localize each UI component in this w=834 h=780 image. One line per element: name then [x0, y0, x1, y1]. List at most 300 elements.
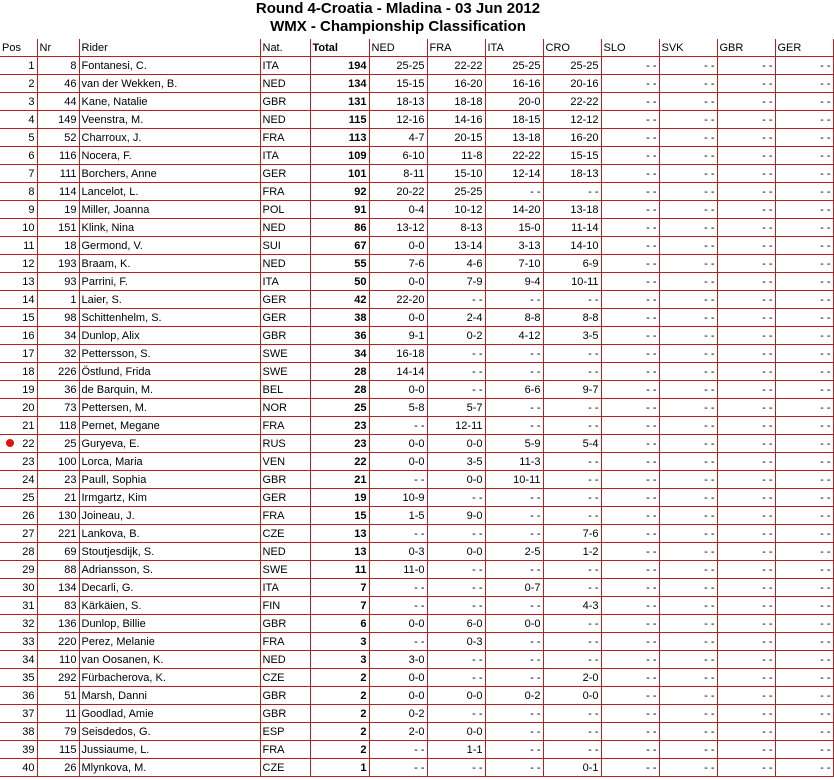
- total-cell-text: 134: [348, 77, 367, 90]
- page-title: Round 4-Croatia - Mladina - 03 Jun 2012: [255, 0, 541, 17]
- nat-cell-text: GBR: [262, 329, 287, 342]
- nat-cell: [260, 273, 310, 291]
- pos-cell: [0, 525, 37, 543]
- classification-table: [0, 39, 834, 777]
- nr-cell-text: 21: [64, 491, 77, 504]
- round-result-cell-text: - -: [704, 707, 715, 720]
- round-result-cell: [543, 165, 601, 183]
- round-result-cell-text: - -: [704, 383, 715, 396]
- round-result-cell-text: 15-15: [396, 77, 425, 90]
- total-cell: [310, 471, 369, 489]
- rider-cell: [79, 741, 260, 759]
- round-result-cell-text: - -: [646, 761, 657, 774]
- round-result-cell: [659, 435, 717, 453]
- round-result-cell-text: 12-14: [512, 167, 541, 180]
- round-result-cell: [659, 525, 717, 543]
- round-result-cell: [601, 381, 659, 399]
- round-result-cell-text: 1-5: [408, 509, 425, 522]
- round-result-cell-text: 2-4: [466, 311, 483, 324]
- pos-cell: [0, 201, 37, 219]
- nr-cell: [37, 435, 79, 453]
- round-result-cell: [601, 399, 659, 417]
- round-result-cell-text: - -: [646, 653, 657, 666]
- round-result-cell: [601, 471, 659, 489]
- rider-cell: [79, 381, 260, 399]
- table-row: [0, 363, 833, 381]
- round-result-cell-text: 10-11: [513, 473, 541, 486]
- rider-cell-text: Pettersson, S.: [81, 347, 151, 360]
- round-result-cell: [485, 291, 543, 309]
- round-result-cell: [485, 237, 543, 255]
- round-result-cell: [775, 741, 833, 759]
- pos-cell: [0, 57, 37, 75]
- table-row: [0, 75, 833, 93]
- round-result-cell-text: - -: [704, 617, 715, 630]
- total-cell-text: 67: [354, 239, 367, 252]
- round-result-cell: [427, 615, 485, 633]
- round-result-cell: [601, 687, 659, 705]
- round-result-cell-text: - -: [704, 509, 715, 522]
- nr-cell-text: 130: [58, 509, 77, 522]
- round-result-cell-text: - -: [646, 113, 657, 126]
- round-result-cell-text: - -: [646, 437, 657, 450]
- round-result-cell-text: - -: [704, 131, 715, 144]
- round-result-cell: [717, 147, 775, 165]
- round-result-cell-text: - -: [820, 95, 831, 108]
- round-result-cell-text: 8-8: [524, 311, 541, 324]
- nat-cell: [260, 57, 310, 75]
- round-result-cell: [775, 165, 833, 183]
- round-result-cell-text: 9-1: [408, 329, 425, 342]
- nr-cell: [37, 669, 79, 687]
- header-row: [0, 39, 833, 57]
- round-result-cell-text: 7-10: [518, 257, 541, 270]
- round-result-cell-text: 20-15: [454, 131, 483, 144]
- round-result-cell-text: - -: [704, 95, 715, 108]
- round-result-cell-text: - -: [704, 239, 715, 252]
- round-result-cell: [717, 615, 775, 633]
- table-row: [0, 705, 833, 723]
- nr-cell-text: 1: [70, 293, 77, 306]
- round-result-cell-text: 5-8: [408, 401, 425, 414]
- round-result-cell-text: - -: [762, 131, 773, 144]
- round-result-cell: [601, 597, 659, 615]
- round-result-cell: [485, 579, 543, 597]
- round-result-cell-text: - -: [646, 149, 657, 162]
- round-result-cell-text: - -: [820, 239, 831, 252]
- round-result-cell-text: - -: [820, 707, 831, 720]
- round-result-cell: [485, 309, 543, 327]
- round-result-cell: [659, 651, 717, 669]
- round-result-cell: [717, 57, 775, 75]
- nat-cell: [260, 255, 310, 273]
- total-cell: [310, 111, 369, 129]
- pos-cell: [0, 129, 37, 147]
- pos-cell: [0, 687, 37, 705]
- round-result-cell: [659, 255, 717, 273]
- rider-cell: [79, 111, 260, 129]
- total-cell: [310, 525, 369, 543]
- round-result-cell: [543, 93, 601, 111]
- round-result-cell: [369, 705, 427, 723]
- pos-cell: [0, 669, 37, 687]
- rider-cell: [79, 327, 260, 345]
- round-result-cell: [369, 75, 427, 93]
- round-result-cell: [369, 615, 427, 633]
- round-result-cell: [485, 435, 543, 453]
- round-result-cell: [659, 543, 717, 561]
- table-row: [0, 255, 833, 273]
- pos-cell-text: 13: [22, 275, 35, 288]
- round-result-cell: [485, 57, 543, 75]
- round-result-cell: [485, 399, 543, 417]
- round-result-cell: [775, 435, 833, 453]
- pos-cell: [0, 741, 37, 759]
- round-result-cell-text: - -: [530, 653, 541, 666]
- round-result-cell-text: 4-3: [582, 599, 599, 612]
- round-result-cell: [485, 363, 543, 381]
- round-result-cell-text: 8-11: [403, 167, 425, 180]
- round-result-cell-text: - -: [762, 509, 773, 522]
- table-row: [0, 723, 833, 741]
- rider-cell: [79, 129, 260, 147]
- round-result-cell: [485, 633, 543, 651]
- nr-cell-text: 83: [64, 599, 77, 612]
- pos-cell-text: 4: [28, 113, 35, 126]
- round-result-cell: [717, 543, 775, 561]
- pos-cell-text: 27: [22, 527, 35, 540]
- round-result-cell-text: - -: [646, 743, 657, 756]
- header-pos: Pos: [0, 39, 37, 57]
- total-cell-text: 28: [354, 383, 367, 396]
- round-result-cell: [775, 759, 833, 777]
- table-row: [0, 633, 833, 651]
- round-result-cell-text: - -: [820, 653, 831, 666]
- round-result-cell: [543, 399, 601, 417]
- round-result-cell-text: 13-18: [512, 131, 541, 144]
- round-result-cell: [775, 579, 833, 597]
- round-result-cell: [485, 111, 543, 129]
- round-result-cell: [775, 129, 833, 147]
- round-result-cell: [659, 57, 717, 75]
- round-result-cell: [543, 345, 601, 363]
- table-row: [0, 237, 833, 255]
- round-result-cell: [775, 723, 833, 741]
- round-result-cell-text: - -: [646, 545, 657, 558]
- round-result-cell: [427, 75, 485, 93]
- round-result-cell-text: 16-18: [396, 347, 425, 360]
- pos-cell-text: 18: [22, 365, 35, 378]
- round-result-cell: [369, 255, 427, 273]
- rider-cell-text: Mlynkova, M.: [81, 761, 147, 774]
- round-result-cell: [427, 741, 485, 759]
- pos-cell-text: 7: [28, 167, 35, 180]
- round-result-cell-text: - -: [530, 599, 541, 612]
- nr-cell: [37, 381, 79, 399]
- round-result-cell-text: - -: [530, 347, 541, 360]
- nat-cell: [260, 309, 310, 327]
- pos-cell: [0, 273, 37, 291]
- round-result-cell: [485, 741, 543, 759]
- round-result-cell: [485, 129, 543, 147]
- total-cell: [310, 237, 369, 255]
- nat-cell-text: NED: [262, 113, 286, 126]
- round-result-cell-text: - -: [704, 221, 715, 234]
- nat-cell: [260, 579, 310, 597]
- total-cell-text: 34: [354, 347, 367, 360]
- round-result-cell-text: 0-3: [466, 635, 483, 648]
- round-result-cell: [427, 525, 485, 543]
- total-cell: [310, 597, 369, 615]
- round-result-cell: [485, 597, 543, 615]
- round-result-cell: [485, 489, 543, 507]
- round-result-cell-text: 4-7: [408, 131, 425, 144]
- round-result-cell-text: - -: [646, 401, 657, 414]
- nr-cell-text: 193: [58, 257, 77, 270]
- total-cell: [310, 633, 369, 651]
- round-result-cell-text: 18-15: [512, 113, 541, 126]
- header-ita: ITA: [485, 39, 543, 57]
- round-result-cell: [775, 669, 833, 687]
- round-result-cell: [369, 687, 427, 705]
- round-result-cell: [369, 147, 427, 165]
- table-row: [0, 219, 833, 237]
- round-result-cell: [427, 561, 485, 579]
- round-result-cell: [659, 561, 717, 579]
- round-result-cell-text: - -: [820, 563, 831, 576]
- nat-cell-text: CZE: [262, 761, 285, 774]
- nr-cell-text: 26: [64, 761, 77, 774]
- total-cell: [310, 165, 369, 183]
- total-cell: [310, 615, 369, 633]
- round-result-cell-text: 0-0: [408, 671, 425, 684]
- round-result-cell: [543, 453, 601, 471]
- round-result-cell-text: - -: [820, 725, 831, 738]
- round-result-cell: [543, 705, 601, 723]
- table-row: [0, 273, 833, 291]
- table-row: [0, 579, 833, 597]
- round-result-cell-text: 0-0: [466, 437, 483, 450]
- rider-cell-text: Charroux, J.: [81, 131, 142, 144]
- round-result-cell: [427, 201, 485, 219]
- round-result-cell: [543, 111, 601, 129]
- round-result-cell: [775, 381, 833, 399]
- round-result-cell-text: - -: [472, 653, 483, 666]
- round-result-cell-text: - -: [646, 473, 657, 486]
- nr-cell: [37, 255, 79, 273]
- round-result-cell: [659, 237, 717, 255]
- total-cell-text: 50: [354, 275, 367, 288]
- nat-cell-text: GER: [262, 293, 287, 306]
- nr-cell: [37, 165, 79, 183]
- round-result-cell-text: - -: [762, 113, 773, 126]
- rider-cell: [79, 399, 260, 417]
- round-result-cell: [601, 93, 659, 111]
- round-result-cell-text: 25-25: [454, 185, 483, 198]
- round-result-cell: [601, 75, 659, 93]
- round-result-cell: [659, 471, 717, 489]
- round-result-cell: [369, 453, 427, 471]
- round-result-cell-text: 14-14: [396, 365, 425, 378]
- round-result-cell: [601, 507, 659, 525]
- total-cell: [310, 201, 369, 219]
- nat-cell-text: ITA: [262, 275, 279, 288]
- rider-cell: [79, 705, 260, 723]
- rider-cell: [79, 525, 260, 543]
- round-result-cell-text: - -: [704, 419, 715, 432]
- nat-cell-text: ESP: [262, 725, 285, 738]
- nat-cell-text: NED: [262, 221, 286, 234]
- total-cell-text: 11: [354, 563, 367, 576]
- round-result-cell: [485, 255, 543, 273]
- table-row: [0, 309, 833, 327]
- round-result-cell: [427, 345, 485, 363]
- total-cell-text: 55: [354, 257, 367, 270]
- round-result-cell-text: - -: [530, 419, 541, 432]
- round-result-cell: [659, 273, 717, 291]
- round-result-cell: [775, 417, 833, 435]
- nat-cell-text: GBR: [262, 95, 287, 108]
- pos-cell: [0, 183, 37, 201]
- round-result-cell: [659, 309, 717, 327]
- round-result-cell-text: - -: [646, 635, 657, 648]
- round-result-cell: [717, 489, 775, 507]
- total-cell: [310, 453, 369, 471]
- total-cell-text: 2: [360, 707, 367, 720]
- rider-cell: [79, 183, 260, 201]
- pos-cell-text: 12: [22, 257, 35, 270]
- pos-cell-text: 25: [22, 491, 35, 504]
- round-result-cell: [427, 687, 485, 705]
- round-result-cell: [775, 291, 833, 309]
- rider-cell: [79, 561, 260, 579]
- round-result-cell-text: - -: [704, 113, 715, 126]
- table-row: [0, 543, 833, 561]
- rider-cell-text: Joineau, J.: [81, 509, 135, 522]
- table-row: [0, 93, 833, 111]
- nr-cell-text: 118: [58, 419, 77, 432]
- nat-cell: [260, 669, 310, 687]
- round-result-cell-text: - -: [762, 59, 773, 72]
- round-result-cell: [601, 543, 659, 561]
- round-result-cell: [427, 543, 485, 561]
- nat-cell: [260, 561, 310, 579]
- round-result-cell-text: 5-4: [582, 437, 599, 450]
- round-result-cell: [485, 219, 543, 237]
- round-result-cell-text: - -: [704, 473, 715, 486]
- round-result-cell-text: - -: [588, 365, 599, 378]
- round-result-cell-text: - -: [646, 563, 657, 576]
- round-result-cell-text: - -: [530, 743, 541, 756]
- round-result-cell: [543, 561, 601, 579]
- round-result-cell-text: - -: [820, 59, 831, 72]
- pos-cell-text: 19: [22, 383, 35, 396]
- nr-cell-text: 110: [58, 653, 77, 666]
- round-result-cell: [717, 75, 775, 93]
- round-result-cell: [601, 129, 659, 147]
- round-result-cell: [659, 669, 717, 687]
- round-result-cell-text: - -: [530, 725, 541, 738]
- table-row: [0, 615, 833, 633]
- nr-cell: [37, 93, 79, 111]
- round-result-cell: [543, 363, 601, 381]
- round-result-cell-text: - -: [472, 293, 483, 306]
- round-result-cell: [427, 435, 485, 453]
- round-result-cell-text: - -: [762, 419, 773, 432]
- rider-cell: [79, 255, 260, 273]
- nr-cell-text: 115: [58, 743, 77, 756]
- round-result-cell-text: - -: [762, 527, 773, 540]
- round-result-cell: [601, 417, 659, 435]
- nat-cell-text: NED: [262, 545, 286, 558]
- total-cell: [310, 93, 369, 111]
- round-result-cell-text: - -: [530, 527, 541, 540]
- pos-cell-text: 9: [28, 203, 35, 216]
- pos-cell-text: 21: [22, 419, 35, 432]
- nr-cell-text: 93: [64, 275, 77, 288]
- round-result-cell-text: - -: [588, 581, 599, 594]
- total-cell-text: 86: [354, 221, 367, 234]
- round-result-cell: [717, 669, 775, 687]
- rider-cell: [79, 219, 260, 237]
- round-result-cell-text: - -: [588, 455, 599, 468]
- round-result-cell-text: 9-4: [524, 275, 541, 288]
- header-svk: SVK: [659, 39, 717, 57]
- round-result-cell: [543, 237, 601, 255]
- round-result-cell: [369, 741, 427, 759]
- round-result-cell-text: - -: [762, 383, 773, 396]
- round-result-cell-text: - -: [646, 491, 657, 504]
- round-result-cell-text: 6-10: [402, 149, 425, 162]
- round-result-cell-text: 2-0: [408, 725, 425, 738]
- total-cell-text: 92: [354, 185, 367, 198]
- total-cell: [310, 741, 369, 759]
- round-result-cell-text: - -: [704, 329, 715, 342]
- pos-cell-text: 30: [22, 581, 35, 594]
- nat-cell: [260, 183, 310, 201]
- round-result-cell: [601, 273, 659, 291]
- round-result-cell-text: 13-12: [396, 221, 425, 234]
- round-result-cell-text: 16-20: [454, 77, 483, 90]
- nr-cell-text: 79: [64, 725, 77, 738]
- table-row: [0, 129, 833, 147]
- round-result-cell: [369, 399, 427, 417]
- round-result-cell-text: - -: [762, 203, 773, 216]
- round-result-cell: [369, 219, 427, 237]
- round-result-cell-text: - -: [704, 203, 715, 216]
- pos-cell-text: 20: [22, 401, 35, 414]
- round-result-cell: [659, 759, 717, 777]
- round-result-cell: [427, 507, 485, 525]
- round-result-cell: [659, 597, 717, 615]
- nat-cell: [260, 327, 310, 345]
- nr-cell: [37, 273, 79, 291]
- nr-cell-text: 52: [64, 131, 77, 144]
- round-result-cell: [717, 309, 775, 327]
- round-result-cell: [659, 579, 717, 597]
- nat-cell: [260, 129, 310, 147]
- round-result-cell: [369, 723, 427, 741]
- round-result-cell: [485, 453, 543, 471]
- nr-cell: [37, 111, 79, 129]
- round-result-cell: [427, 633, 485, 651]
- round-result-cell-text: 13-14: [454, 239, 483, 252]
- total-cell: [310, 687, 369, 705]
- round-result-cell-text: - -: [588, 635, 599, 648]
- pos-cell: [0, 723, 37, 741]
- nr-cell-text: 116: [58, 149, 77, 162]
- round-result-cell-text: 10-12: [454, 203, 483, 216]
